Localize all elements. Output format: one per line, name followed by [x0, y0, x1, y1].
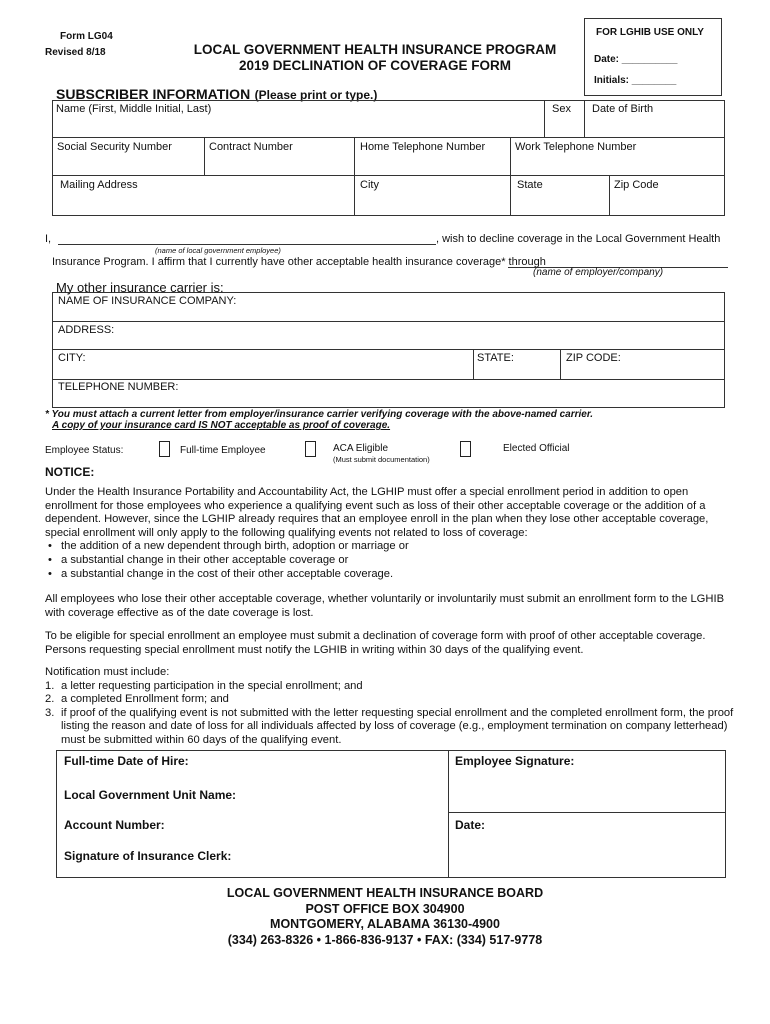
qualifying-events-list	[45, 540, 735, 581]
footer-address	[0, 886, 770, 948]
clerk-signature-field[interactable]: Signature of Insurance Clerk:	[64, 849, 232, 863]
city-field[interactable]: City	[360, 179, 379, 191]
footer-line-1: LOCAL GOVERNMENT HEALTH INSURANCE BOARD	[226, 886, 544, 900]
signature-date-field[interactable]: Date:	[455, 818, 486, 832]
title-line-1: LOCAL GOVERNMENT HEALTH INSURANCE PROGRAM	[193, 42, 557, 57]
proof-note-line-2: A copy of your insurance card IS NOT acceptable as proof of coverage.	[52, 420, 391, 431]
list-item: • a substantial change in the cost of their other acceptable coverage.	[45, 568, 735, 582]
list-item: 2. a completed Enrollment form; and	[45, 693, 229, 706]
footer-line-4: (334) 263-8326 • 1-866-836-9137 • FAX: (334) 517-9778	[227, 932, 543, 947]
office-use-title: FOR LGHIB USE ONLY	[596, 27, 704, 38]
carrier-phone-field[interactable]: TELEPHONE NUMBER:	[58, 381, 179, 393]
notification-heading: Notification must include:	[45, 666, 170, 678]
list-item: • a substantial change in their other acceptable coverage or	[45, 554, 735, 568]
office-date-field[interactable]: Date: __________	[594, 54, 678, 65]
carrier-state-field[interactable]: STATE:	[477, 352, 514, 364]
carrier-city-field[interactable]: CITY:	[58, 352, 86, 364]
office-initials-field[interactable]: Initials: ________	[594, 75, 677, 86]
state-field[interactable]: State	[517, 179, 543, 191]
footer-line-2: POST OFFICE BOX 304900	[305, 901, 465, 916]
subscriber-grid	[52, 100, 725, 216]
notice-heading: NOTICE:	[45, 465, 95, 479]
carrier-heading: My other insurance carrier is:	[56, 280, 224, 295]
office-use-box	[584, 18, 722, 96]
contract-number-field[interactable]: Contract Number	[209, 141, 293, 153]
notification-requirements	[45, 666, 735, 748]
list-item: 3. if proof of the qualifying event is not submitted with the letter requesting special enrollment and the completed enrollment form, the proof listing the reason and date of loss for all individuals affected by loss of coverage (e.g., employment termination on company letterhead) must be submitted within 60 days of the qualifying event.	[45, 706, 734, 746]
notice-paragraph-2	[45, 593, 735, 620]
work-phone-field[interactable]: Work Telephone Number	[515, 141, 637, 153]
carrier-address-field[interactable]: ADDRESS:	[58, 324, 115, 336]
full-time-label: Full-time Employee	[180, 445, 266, 456]
name-field[interactable]: Name (First, Middle Initial, Last)	[56, 103, 212, 115]
carrier-zip-field[interactable]: ZIP CODE:	[566, 352, 621, 364]
notice-paragraph-1	[45, 486, 735, 581]
employee-status-label: Employee Status:	[45, 445, 124, 456]
unit-name-field[interactable]: Local Government Unit Name:	[64, 788, 237, 802]
aca-eligible-checkbox[interactable]	[305, 441, 316, 457]
employee-name-line[interactable]	[58, 244, 436, 245]
mailing-address-field[interactable]: Mailing Address	[60, 179, 138, 191]
sex-field[interactable]: Sex	[552, 103, 571, 115]
employee-name-caption: (name of local government employee)	[155, 246, 281, 255]
full-time-checkbox[interactable]	[159, 441, 170, 457]
subscriber-heading-text: SUBSCRIBER INFORMATION	[56, 86, 251, 102]
notice-text-1: Under the Health Insurance Portability and Accountability Act, the LGHIP must offer a special enrollment period in addition to open enrollment for those employees who experience a qualifying event such as loss of their other acceptable coverage or the addition of a dependent. However, since the LGHIP already requires that an employee enroll in the plan when they lose other acceptable coverage, special enrollment will only apply to the following qualifying events not related to loss of coverage:	[45, 486, 709, 539]
notification-list	[45, 680, 735, 748]
declaration-text: , wish to decline coverage in the Local Government Health	[436, 233, 721, 245]
notice-text-2: All employees who lose their other acceptable coverage, whether voluntarily or involuntarily must submit an enrollment form to the LGHIB with coverage effective as of the date coverage is lost.	[45, 593, 725, 619]
page-title	[140, 42, 610, 74]
ssn-field[interactable]: Social Security Number	[57, 141, 172, 153]
elected-official-checkbox[interactable]	[460, 441, 471, 457]
hire-date-field[interactable]: Full-time Date of Hire:	[64, 754, 189, 768]
title-line-2: 2019 DECLINATION OF COVERAGE FORM	[238, 58, 512, 73]
footer-line-3: MONTGOMERY, ALABAMA 36130-4900	[270, 917, 500, 931]
form-id: Form LG04	[60, 31, 113, 42]
account-number-field[interactable]: Account Number:	[64, 818, 165, 832]
home-phone-field[interactable]: Home Telephone Number	[360, 141, 486, 153]
employer-name-caption: (name of employer/company)	[533, 267, 664, 278]
dob-field[interactable]: Date of Birth	[592, 103, 654, 115]
revised-date: Revised 8/18	[45, 47, 106, 58]
subscriber-heading-note: (Please print or type.)	[254, 88, 378, 102]
zip-field[interactable]: Zip Code	[614, 179, 659, 191]
aca-eligible-note: (Must submit documentation)	[333, 455, 430, 464]
employee-signature-field[interactable]: Employee Signature:	[455, 754, 575, 768]
insurance-company-field[interactable]: NAME OF INSURANCE COMPANY:	[58, 295, 237, 307]
list-item: • the addition of a new dependent through birth, adoption or marriage or	[45, 540, 735, 554]
notice-paragraph-3	[45, 630, 735, 657]
list-item: 1. a letter requesting participation in the special enrollment; and	[45, 679, 363, 692]
proof-note-line-1: * You must attach a current letter from employer/insurance carrier verifying coverage with the above-named carrier.	[45, 409, 593, 420]
declaration-line-2: Insurance Program. I affirm that I currently have other acceptable health insurance coverage* through	[52, 256, 546, 268]
notice-text-3: To be eligible for special enrollment an employee must submit a declination of coverage form with proof of other acceptable coverage. Persons requesting special enrollment must notify the LGHIB in writing within 30 days of the qualifying event.	[45, 630, 706, 656]
elected-official-label: Elected Official	[503, 443, 570, 454]
aca-eligible-label: ACA Eligible	[333, 443, 389, 454]
declaration-i: I,	[45, 233, 52, 245]
